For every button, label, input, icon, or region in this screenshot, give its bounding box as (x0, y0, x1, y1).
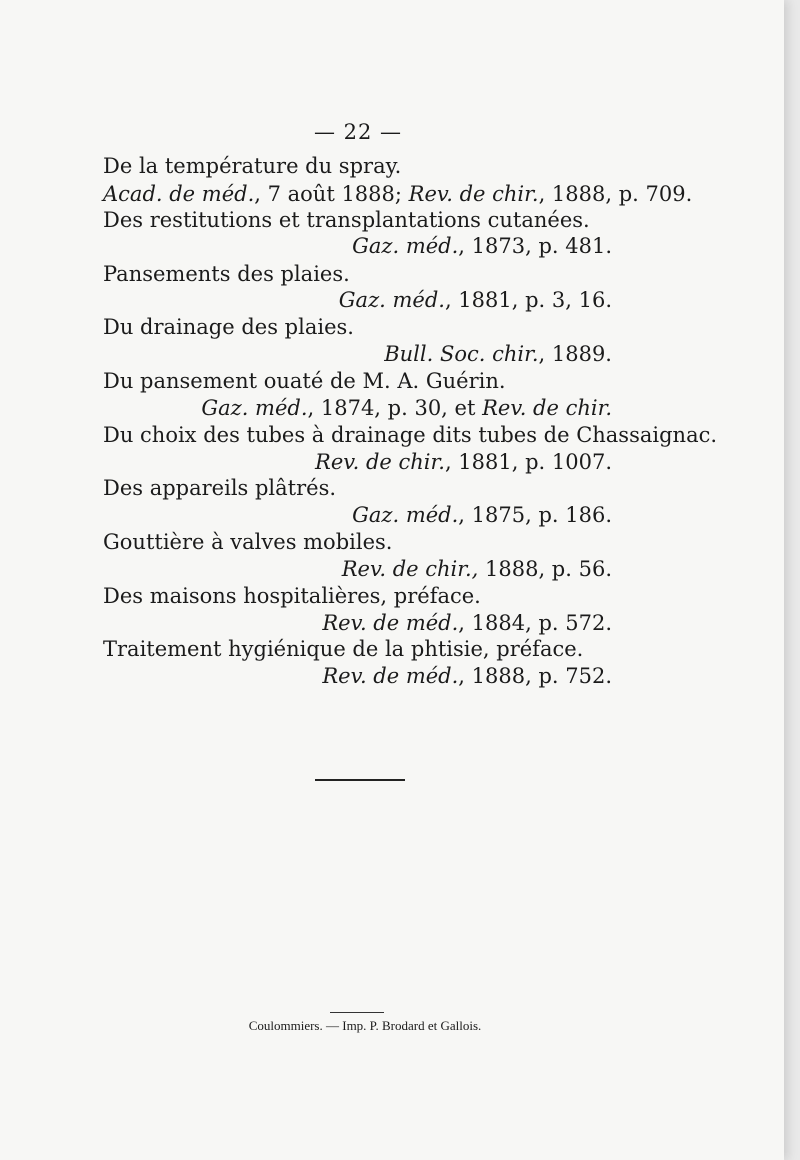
entry-title: Pansements des plaies. (103, 262, 350, 286)
entry-reference: Gaz. méd., 1875, p. 186. (352, 503, 612, 527)
entry-title: Du pansement ouaté de M. A. Guérin. (103, 369, 506, 393)
entry-reference: Gaz. méd., 1873, p. 481. (352, 234, 612, 258)
entry-reference: Acad. de méd., 7 août 1888; Rev. de chir., 1888, p. 709. (103, 182, 693, 206)
entry-reference: Rev. de méd., 1884, p. 572. (322, 611, 612, 635)
entry-title: Des maisons hospitalières, préface. (103, 584, 481, 608)
entry-reference: Rev. de chir., 1881, p. 1007. (315, 450, 612, 474)
entry-title: De la température du spray. (103, 154, 402, 178)
entry-title: Du drainage des plaies. (103, 315, 354, 339)
entry-reference: Bull. Soc. chir., 1889. (384, 342, 612, 366)
entry-title: Gouttière à valves mobiles. (103, 530, 393, 554)
entry-reference: Rev. de méd., 1888, p. 752. (322, 664, 612, 688)
entry-title: Des appareils plâtrés. (103, 476, 337, 500)
printer-colophon: Coulommiers. — Imp. P. Brodard et Gallois. (248, 1018, 482, 1033)
entry-reference: Gaz. méd., 1874, p. 30, et Rev. de chir. (201, 396, 612, 420)
entry-title: Des restitutions et transplantations cutanées. (103, 208, 590, 232)
section-divider (315, 779, 405, 781)
colophon-divider (330, 1012, 384, 1013)
entry-reference: Gaz. méd., 1881, p. 3, 16. (338, 288, 612, 312)
entry-title: Du choix des tubes à drainage dits tubes de Chassaignac. (103, 423, 718, 447)
entry-title: Traitement hygiénique de la phtisie, préface. (103, 637, 584, 661)
entry-reference: Rev. de chir., 1888, p. 56. (341, 557, 612, 581)
page-number: — 22 — (313, 120, 403, 144)
